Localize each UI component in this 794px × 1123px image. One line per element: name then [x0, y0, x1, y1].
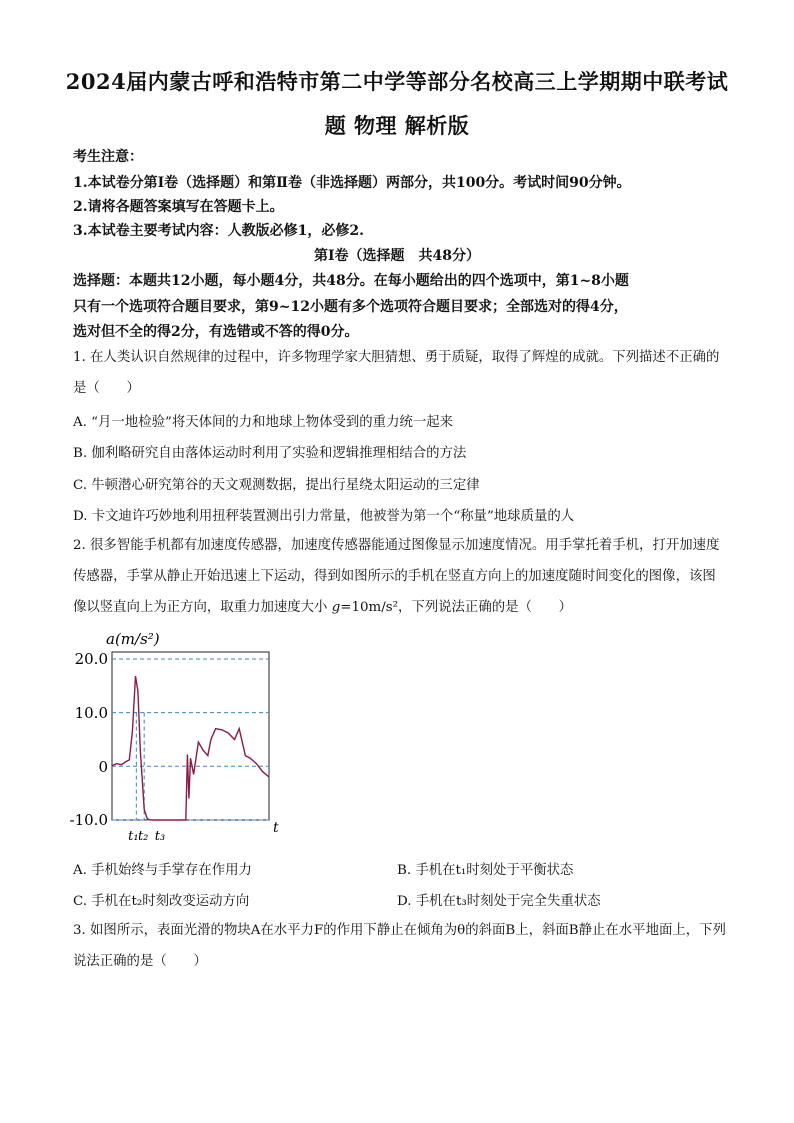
paper-title-line1: 2024届内蒙古呼和浩特市第二中学等部分名校高三上学期期中联考试	[65, 69, 729, 94]
acceleration-time-chart	[68, 628, 288, 848]
question-2-stem-part2: =10m/s²，下列说法正确的是（ ）	[340, 600, 573, 615]
question-1-option-b: B. 伽利略研究自由落体运动时利用了实验和逻辑推理相结合的方法	[73, 446, 467, 461]
question-2-stem	[73, 530, 728, 623]
question-1-option-c: C. 牛顿潜心研究第谷的天文观测数据，提出行星绕太阳运动的三定律	[73, 478, 480, 493]
y-axis-label: a(m/s²)	[106, 630, 160, 648]
notice-heading: 考生注意：	[73, 149, 143, 165]
acceleration-chart-svg	[68, 628, 288, 848]
section-intro-line2: 只有一个选项符合题目要求，第9~12小题有多个选项符合题目要求；全部选对的得4分，	[73, 299, 628, 315]
x-axis-label: t	[273, 820, 279, 836]
question-3-stem: 3. 如图所示，表面光滑的物块A在水平力F的作用下静止在倾角为θ的斜面B上，斜面B静止在水平地面上，下列说法正确的是（ ）	[73, 923, 726, 969]
gravity-symbol: g	[331, 600, 341, 615]
notice-item-2: 2.请将各题答案填写在答题卡上。	[73, 199, 284, 215]
question-2-option-c: C. 手机在t₂时刻改变运动方向	[73, 894, 250, 909]
question-1-option-d: D. 卡文迪许巧妙地利用扭秤装置测出引力常量，他被誉为第一个“称量”地球质量的人	[73, 509, 575, 524]
x-tick-t1: t₁	[128, 829, 139, 844]
series-line	[112, 676, 269, 820]
question-1-option-a: A. “月一地检验”将天体间的力和地球上物体受到的重力统一起来	[73, 415, 454, 430]
notice-item-3: 3.本试卷主要考试内容：人教版必修1，必修2.	[73, 223, 364, 239]
x-tick-t3: t₃	[154, 829, 166, 844]
question-2-option-d: D. 手机在t₃时刻处于完全失重状态	[397, 894, 601, 909]
question-2-option-a: A. 手机始终与手掌存在作用力	[73, 863, 252, 878]
y-tick-label: 10.0	[74, 704, 108, 722]
section-intro-line3: 选对但不全的得2分，有选错或不答的得0分。	[73, 324, 359, 340]
y-tick-labels	[70, 650, 108, 829]
x-tick-t2: t₂	[137, 829, 149, 844]
section-title: 第Ⅰ卷（选择题 共48分）	[313, 248, 481, 264]
y-tick-label: -10.0	[69, 811, 108, 829]
paper-title-line2: 题 物理 解析版	[324, 113, 470, 138]
question-1-stem: 1. 在人类认识自然规律的过程中，许多物理学家大胆猜想、勇于质疑，取得了辉煌的成就。下列描述不正确的是（ ）	[73, 350, 720, 396]
y-tick-label: 20.0	[74, 650, 108, 668]
question-2-stem-part1: 2. 很多智能手机都有加速度传感器，加速度传感器能通过图像显示加速度情况。用手掌托着手机，打开加速度传感器，手掌从静止开始迅速上下运动，得到如图所示的手机在竖直方向上的加速度随时间变化的图像，该图像以竖直向上为正方向，取重力加速度大小	[73, 538, 720, 615]
section-intro-line1: 选择题：本题共12小题，每小题4分，共48分。在每小题给出的四个选项中，第1~8小题	[73, 273, 629, 289]
y-tick-label: 0	[98, 758, 108, 776]
notice-item-1: 1.本试卷分第Ⅰ卷（选择题）和第Ⅱ卷（非选择题）两部分，共100分。考试时间90分钟。	[73, 175, 631, 191]
question-2-option-b: B. 手机在t₁时刻处于平衡状态	[397, 863, 574, 878]
